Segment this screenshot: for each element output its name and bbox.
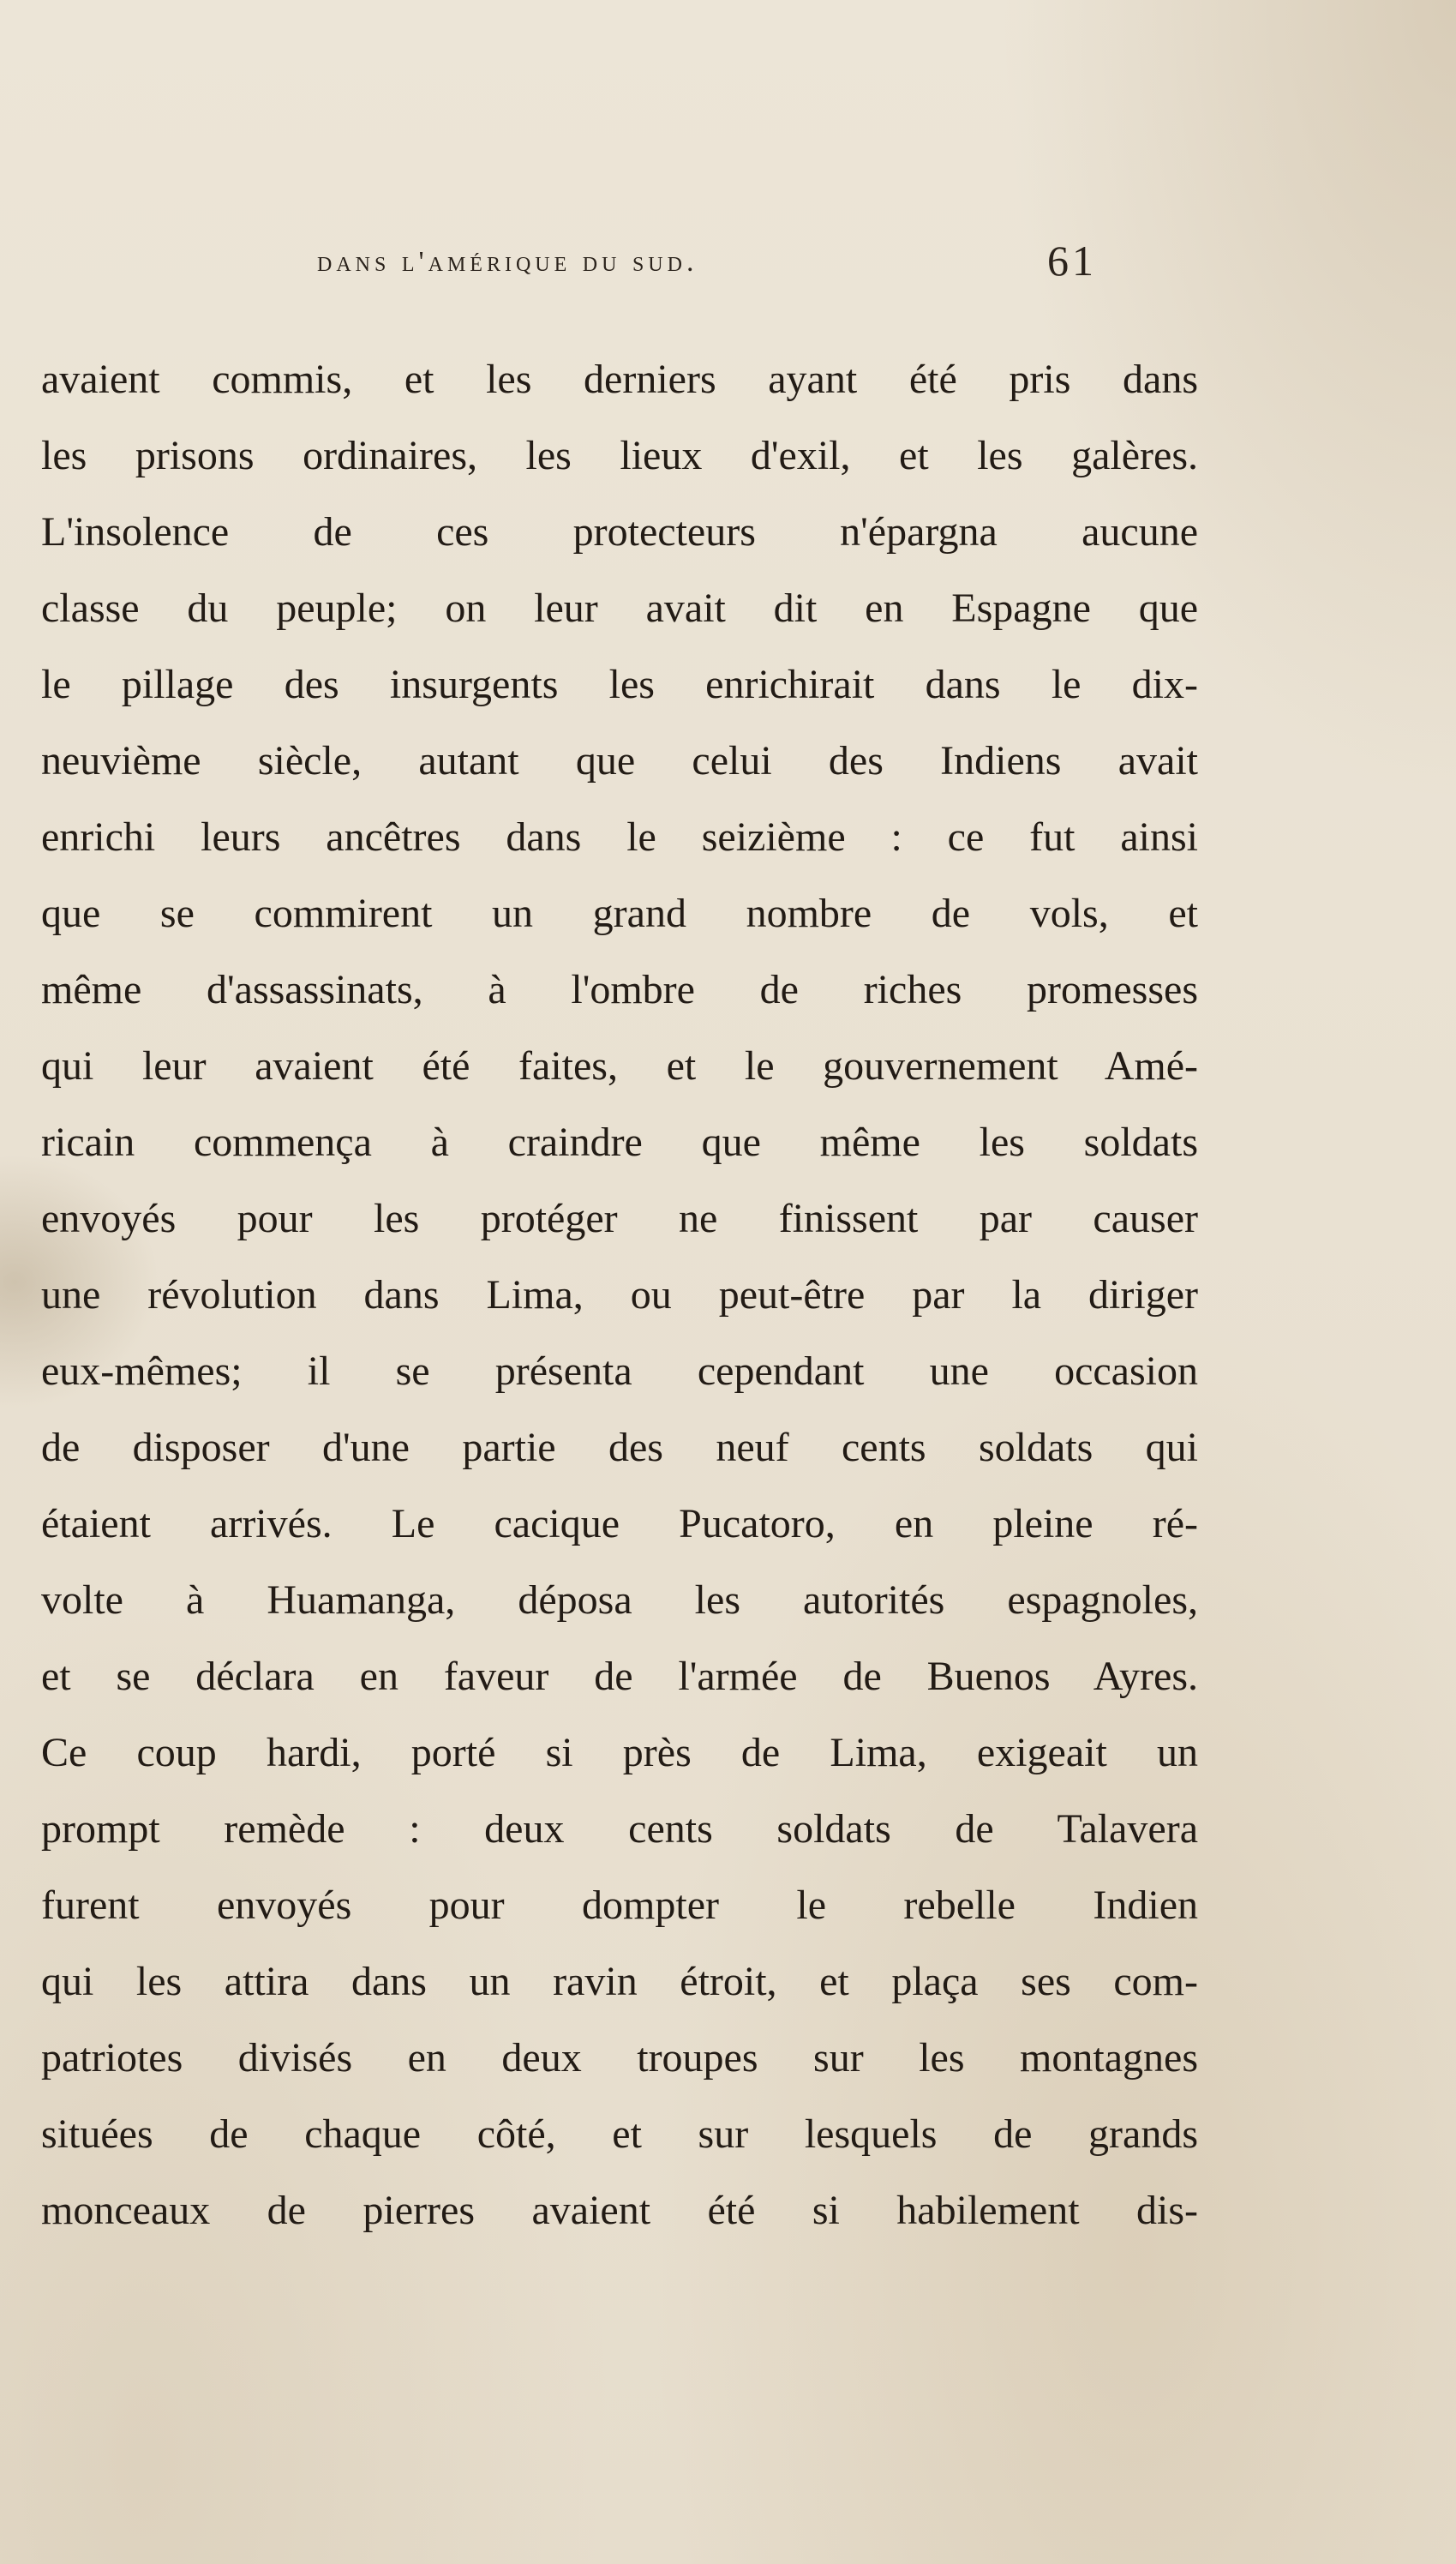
- text-line: de disposer d'une partie des neuf cents soldats qui: [41, 1425, 1198, 1470]
- text-line: envoyés pour les protéger ne finissent par causer: [41, 1196, 1198, 1241]
- text-line: une révolution dans Lima, ou peut-être par la diriger: [41, 1272, 1198, 1318]
- text-line: le pillage des insurgents les enrichirait dans le dix-: [41, 662, 1198, 707]
- text-line: étaient arrivés. Le cacique Pucatoro, en pleine ré-: [41, 1501, 1198, 1546]
- text-line: classe du peuple; on leur avait dit en Espagne que: [41, 585, 1198, 631]
- text-line: patriotes divisés en deux troupes sur les montagnes: [41, 2035, 1198, 2081]
- text-line: que se commirent un grand nombre de vols, et: [41, 891, 1198, 936]
- text-line: furent envoyés pour dompter le rebelle Indien: [41, 1882, 1198, 1928]
- text-line: prompt remède : deux cents soldats de Talavera: [41, 1806, 1198, 1852]
- body-text: [41, 341, 1198, 2249]
- page-number: 61: [1047, 237, 1097, 285]
- text-line: les prisons ordinaires, les lieux d'exil, et les galères.: [41, 433, 1198, 478]
- text-line: et se déclara en faveur de l'armée de Buenos Ayres.: [41, 1654, 1198, 1699]
- running-title: dans l'amérique du sud.: [317, 246, 698, 278]
- text-line: qui les attira dans un ravin étroit, et plaça ses com-: [41, 1959, 1198, 2004]
- text-line: L'insolence de ces protecteurs n'épargna aucune: [41, 509, 1198, 555]
- text-line: eux-mêmes; il se présenta cependant une occasion: [41, 1348, 1198, 1394]
- text-line: même d'assassinats, à l'ombre de riches promesses: [41, 967, 1198, 1012]
- text-line: qui leur avaient été faites, et le gouvernement Amé-: [41, 1043, 1198, 1089]
- text-line: Ce coup hardi, porté si près de Lima, exigeait un: [41, 1730, 1198, 1775]
- text-line: neuvième siècle, autant que celui des Indiens avait: [41, 738, 1198, 784]
- text-line: enrichi leurs ancêtres dans le seizième : ce fut ainsi: [41, 814, 1198, 860]
- text-line: ricain commença à craindre que même les soldats: [41, 1120, 1198, 1165]
- text-line: monceaux de pierres avaient été si habilement dis-: [41, 2188, 1198, 2233]
- text-line: situées de chaque côté, et sur lesquels de grands: [41, 2111, 1198, 2157]
- text-line: avaient commis, et les derniers ayant été pris dans: [41, 357, 1198, 402]
- page-header: [0, 236, 1456, 296]
- text-line: volte à Huamanga, déposa les autorités espagnoles,: [41, 1577, 1198, 1623]
